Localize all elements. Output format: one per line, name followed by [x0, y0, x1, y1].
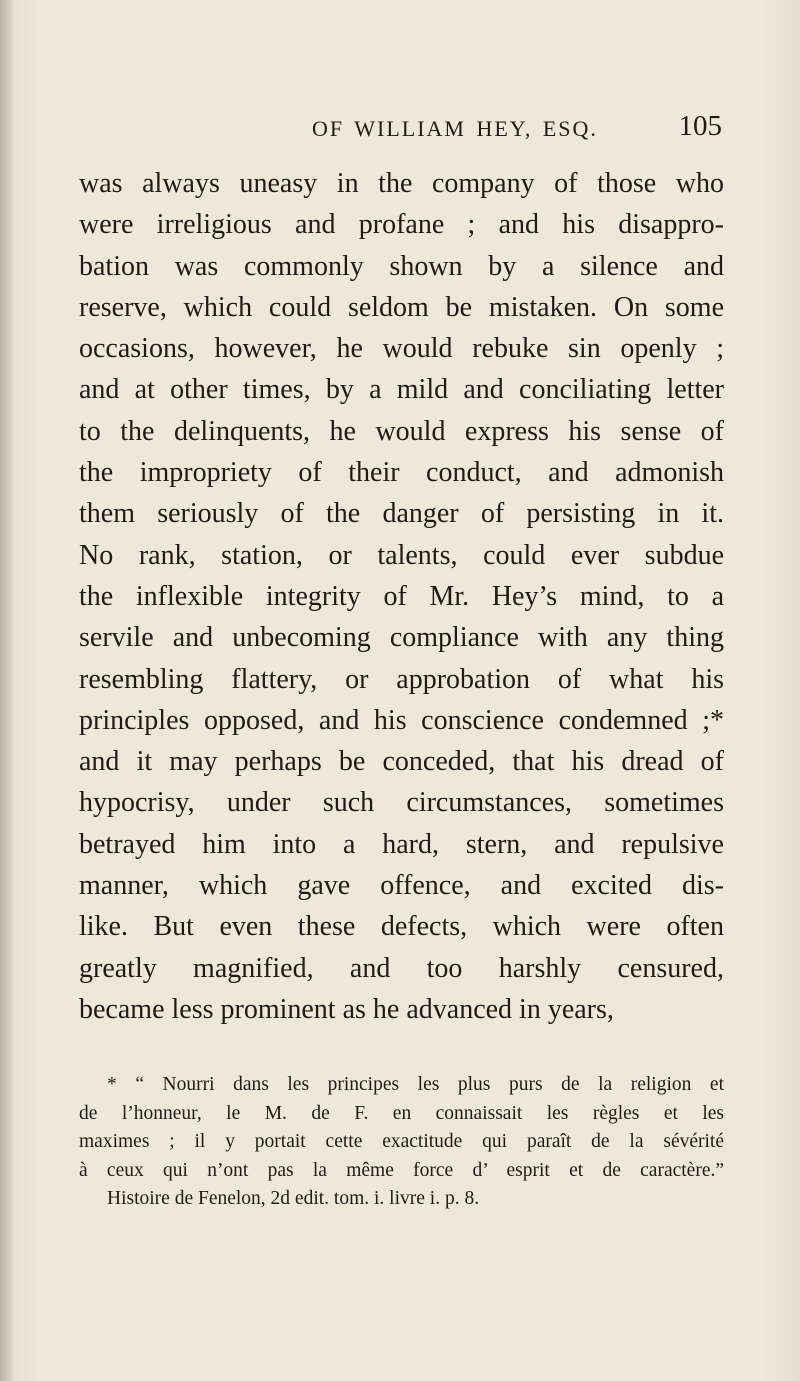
footnote-line: de l’honneur, le M. de F. en connaissait les règles et les — [79, 1102, 724, 1124]
footnote-source: Histoire de Fenelon, 2d edit. tom. i. livre i. p. 8. — [107, 1188, 480, 1209]
text-line: became less prominent as he advanced in years, — [79, 993, 614, 1025]
text-line: reserve, which could seldom be mistaken. On some — [79, 291, 724, 323]
text-line: the impropriety of their conduct, and admonish — [79, 457, 724, 489]
text-line: No rank, station, or talents, could ever subdue — [79, 539, 724, 571]
text-line: was always uneasy in the company of those who — [79, 168, 724, 199]
text-line: to the delinquents, he would express his sense of — [79, 415, 724, 447]
page-gutter-shadow — [0, 0, 14, 1381]
running-head: OF WILLIAM HEY, ESQ. — [312, 116, 598, 141]
text-line: betrayed him into a hard, stern, and repulsive — [79, 828, 724, 860]
text-line: hypocrisy, under such circumstances, sometimes — [79, 787, 724, 819]
footnote-line: à ceux qui n’ont pas la même force d’ esprit et de caractère.” — [79, 1159, 724, 1181]
text-line: manner, which gave offence, and excited dis- — [79, 870, 724, 902]
page-number: 105 — [678, 110, 722, 142]
text-line: and it may perhaps be conceded, that his dread of — [79, 746, 724, 778]
footnote-line: maximes ; il y portait cette exactitude qui paraît de la sévérité — [79, 1131, 724, 1152]
text-line: resembling flattery, or approbation of what his — [79, 663, 724, 695]
footnote-line: * “ Nourri dans les principes les plus purs de la religion et — [107, 1074, 724, 1095]
text-line: principles opposed, and his conscience condemned ;* — [79, 704, 724, 736]
text-line: the inflexible integrity of Mr. Hey’s mind, to a — [79, 580, 724, 612]
body-text — [79, 163, 724, 1030]
text-line: occasions, however, he would rebuke sin openly ; — [79, 333, 724, 365]
footnote — [79, 1071, 724, 1214]
page-header — [312, 110, 722, 150]
text-line: were irreligious and profane ; and his disappro- — [79, 209, 724, 241]
text-line: bation was commonly shown by a silence and — [79, 250, 724, 282]
text-line: servile and unbecoming compliance with any thing — [79, 622, 724, 654]
text-line: and at other times, by a mild and conciliating letter — [79, 374, 724, 406]
text-line: greatly magnified, and too harshly censured, — [79, 952, 724, 984]
text-line: like. But even these defects, which were often — [79, 911, 724, 943]
text-line: them seriously of the danger of persisting in it. — [79, 498, 724, 530]
